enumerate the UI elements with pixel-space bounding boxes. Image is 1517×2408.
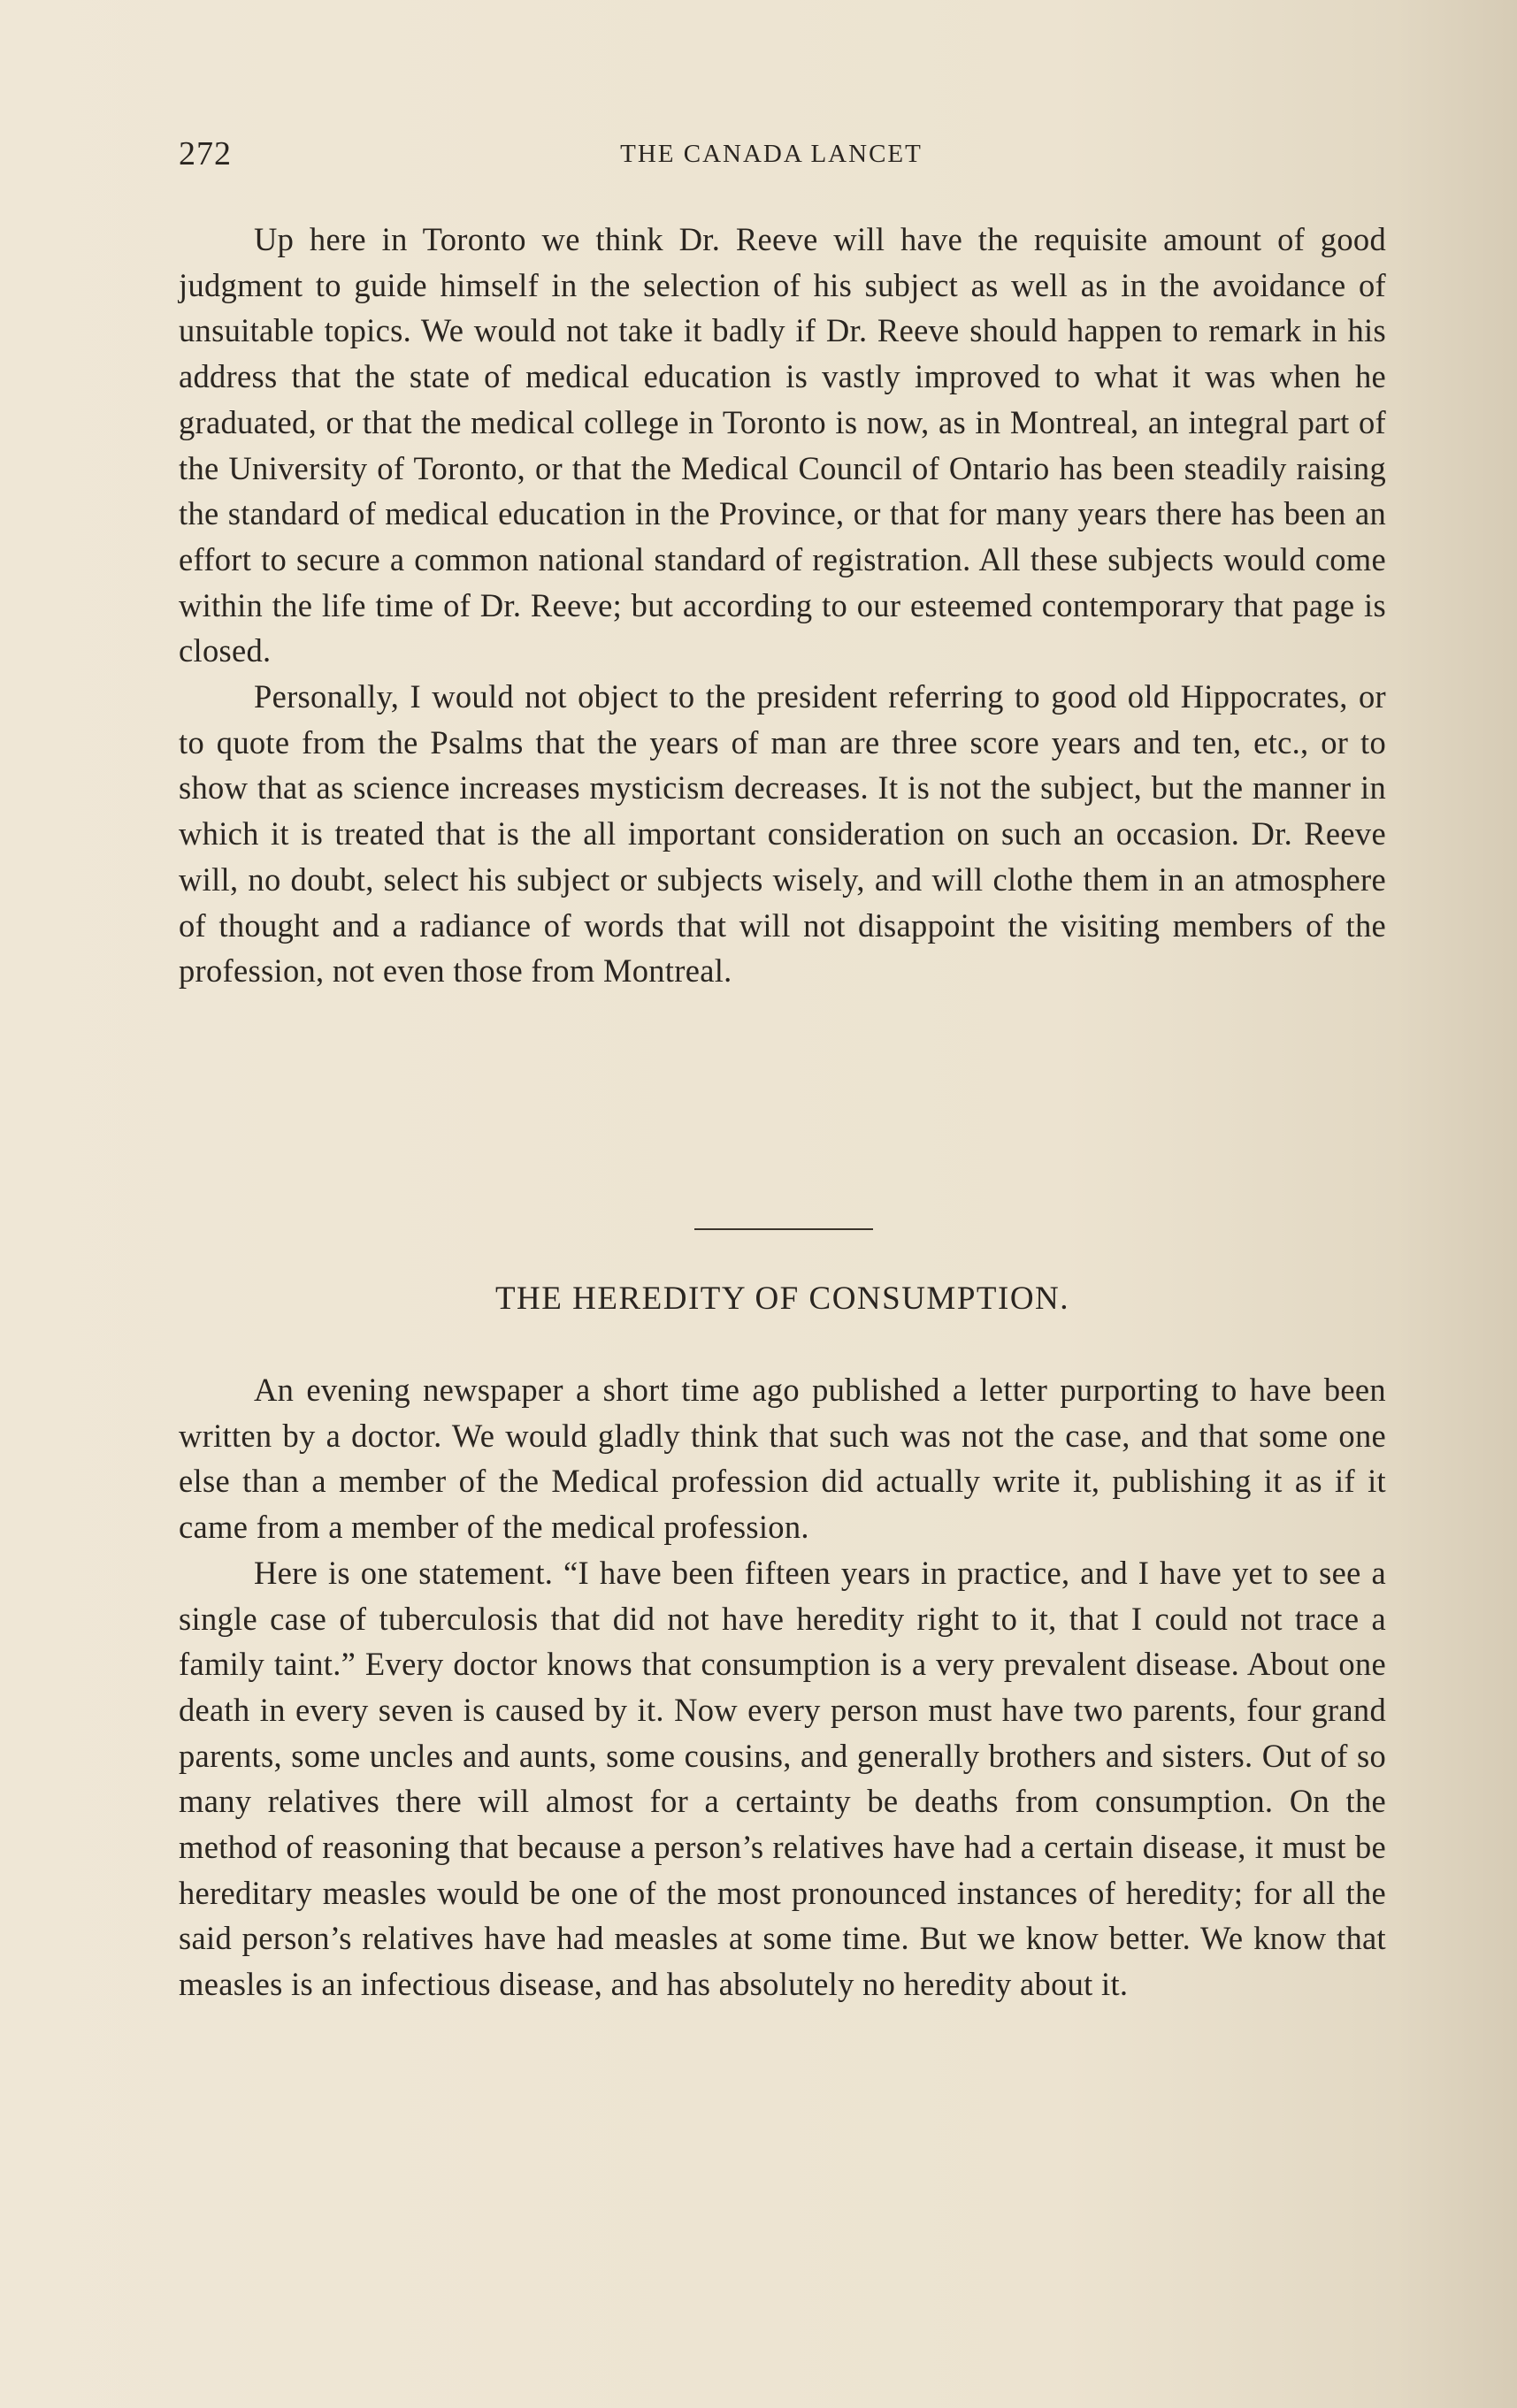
article-body [179, 1367, 1386, 2007]
paragraph: An evening newspaper a short time ago published a letter purporting to have been written by a doctor. We would gladly think that such was not the case, and that some one else than a member of the Medical profession did actually write it, publishing it as if it came from a member of the medical profession. [179, 1372, 1386, 1546]
paragraph: Personally, I would not object to the president referring to good old Hippocrates, or to quote from the Psalms that the years of man are three score years and ten, etc., or to show that as science increases mysticism decreases. It is not the subject, but the manner in which it is treated that is the all important consideration on such an occasion. Dr. Reeve will, no doubt, select his subject or subjects wisely, and will clothe them in an atmosphere of thought and a radiance of words that will not disappoint the visiting members of the profession, not even those from Montreal. [179, 678, 1386, 990]
editorial-continuation [179, 217, 1386, 994]
section-divider [694, 1228, 873, 1230]
running-head [179, 134, 1393, 187]
paragraph: Up here in Toronto we think Dr. Reeve will have the requisite amount of good judgment to guide himself in the selection of his subject as well as in the avoidance of unsuitable topics. We would not take it badly if Dr. Reeve should happen to remark in his address that the state of medical education is vastly improved to what it was when he graduated, or that the medical college in Toronto is now, as in Montreal, an integral part of the University of Toronto, or that the Medical Council of Ontario has been steadily raising the standard of medical education in the Province, or that for many years there has been an effort to secure a common national standard of registration. All these subjects would come within the life time of Dr. Reeve; but according to our esteemed contemporary that page is closed. [179, 221, 1386, 669]
paragraph: Here is one statement. “I have been fifteen years in practice, and I have yet to see a single case of tuberculosis that did not have heredity right to it, that I could not trace a family taint.” Every doctor knows that consumption is a very prevalent disease. About one death in every seven is caused by it. Now every person must have two parents, four grand parents, some uncles and aunts, some cousins, and generally brothers and sisters. Out of so many relatives there will almost for a certainty be deaths from consumption. On the method of reasoning that because a person’s relatives have had a certain disease, it must be hereditary measles would be one of the most pronounced instances of heredity; for all the said person’s relatives have had measles at some time. But we know better. We know that measles is an infectious disease, and has absolutely no heredity about it. [179, 1554, 1386, 2003]
article-heading: THE HEREDITY OF CONSUMPTION. [494, 1280, 1070, 1317]
page-number: 272 [179, 135, 232, 172]
running-title: THE CANADA LANCET [620, 140, 923, 168]
